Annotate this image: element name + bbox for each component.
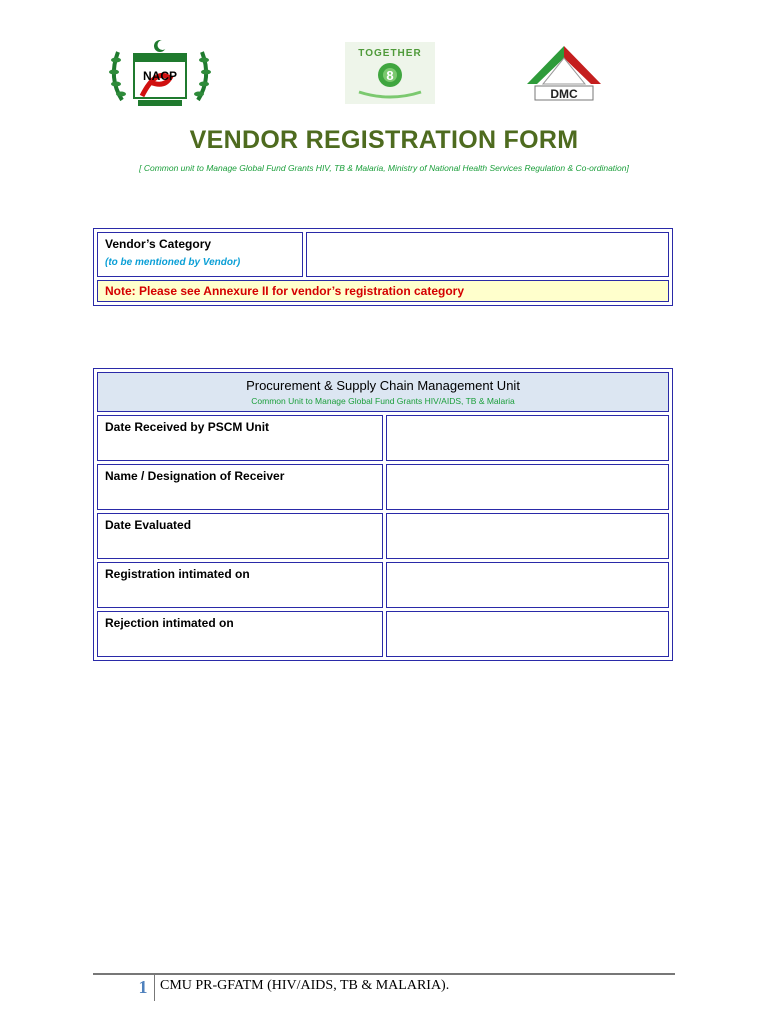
date-received-label: Date Received by PSCM Unit: [97, 415, 383, 461]
vendor-category-table: [93, 228, 673, 306]
table-row: [97, 464, 669, 510]
table-row: [97, 611, 669, 657]
date-evaluated-field[interactable]: [386, 513, 669, 559]
together-logo-text: TOGETHER: [358, 48, 422, 59]
nacp-logo: [104, 38, 216, 108]
vendor-category-label-cell: [97, 232, 303, 277]
footer-text: CMU PR-GFATM (HIV/AIDS, TB & MALARIA).: [160, 978, 450, 993]
nacp-logo-text: NACP: [142, 69, 178, 83]
hint-text: to be mentioned by Vendor: [108, 257, 237, 268]
page-subtitle: [ Common unit to Manage Global Fund Grants HIV, TB & Malaria, Ministry of National Health Services Regulation & Co-ordination]: [139, 163, 629, 173]
pscm-table: [93, 368, 673, 661]
registration-intimated-label: Registration intimated on: [97, 562, 383, 608]
date-evaluated-label: Date Evaluated: [97, 513, 383, 559]
pscm-header: [97, 372, 669, 412]
hint-open-paren: (: [105, 257, 109, 268]
receiver-field[interactable]: [386, 464, 669, 510]
pscm-subtitle: Common Unit to Manage Global Fund Grants HIV/AIDS, TB & Malaria: [251, 396, 515, 406]
vendor-category-label: Vendor’s Category: [105, 237, 212, 251]
vendor-category-hint: [105, 257, 295, 268]
page-title: VENDOR REGISTRATION FORM: [189, 126, 579, 154]
pscm-title: Procurement & Supply Chain Management Unit: [246, 378, 520, 393]
annexure-note: Note: Please see Annexure II for vendor’s registration category: [97, 280, 669, 302]
rejection-intimated-label: Rejection intimated on: [97, 611, 383, 657]
footer-rule: [93, 973, 675, 975]
table-row: [97, 415, 669, 461]
svg-text:8: 8: [386, 68, 394, 83]
hint-close-paren: ): [236, 257, 241, 268]
logo-strip: [0, 38, 768, 108]
table-row: [97, 562, 669, 608]
together-logo: [345, 42, 435, 104]
table-row: [97, 513, 669, 559]
dmc-logo: [525, 44, 603, 102]
dmc-logo-text: DMC: [550, 87, 578, 101]
registration-intimated-field[interactable]: [386, 562, 669, 608]
vendor-category-field[interactable]: [306, 232, 669, 277]
rejection-intimated-field[interactable]: [386, 611, 669, 657]
date-received-field[interactable]: [386, 415, 669, 461]
footer-separator: [154, 975, 155, 1001]
receiver-label: Name / Designation of Receiver: [97, 464, 383, 510]
page-number: 1: [138, 977, 148, 997]
